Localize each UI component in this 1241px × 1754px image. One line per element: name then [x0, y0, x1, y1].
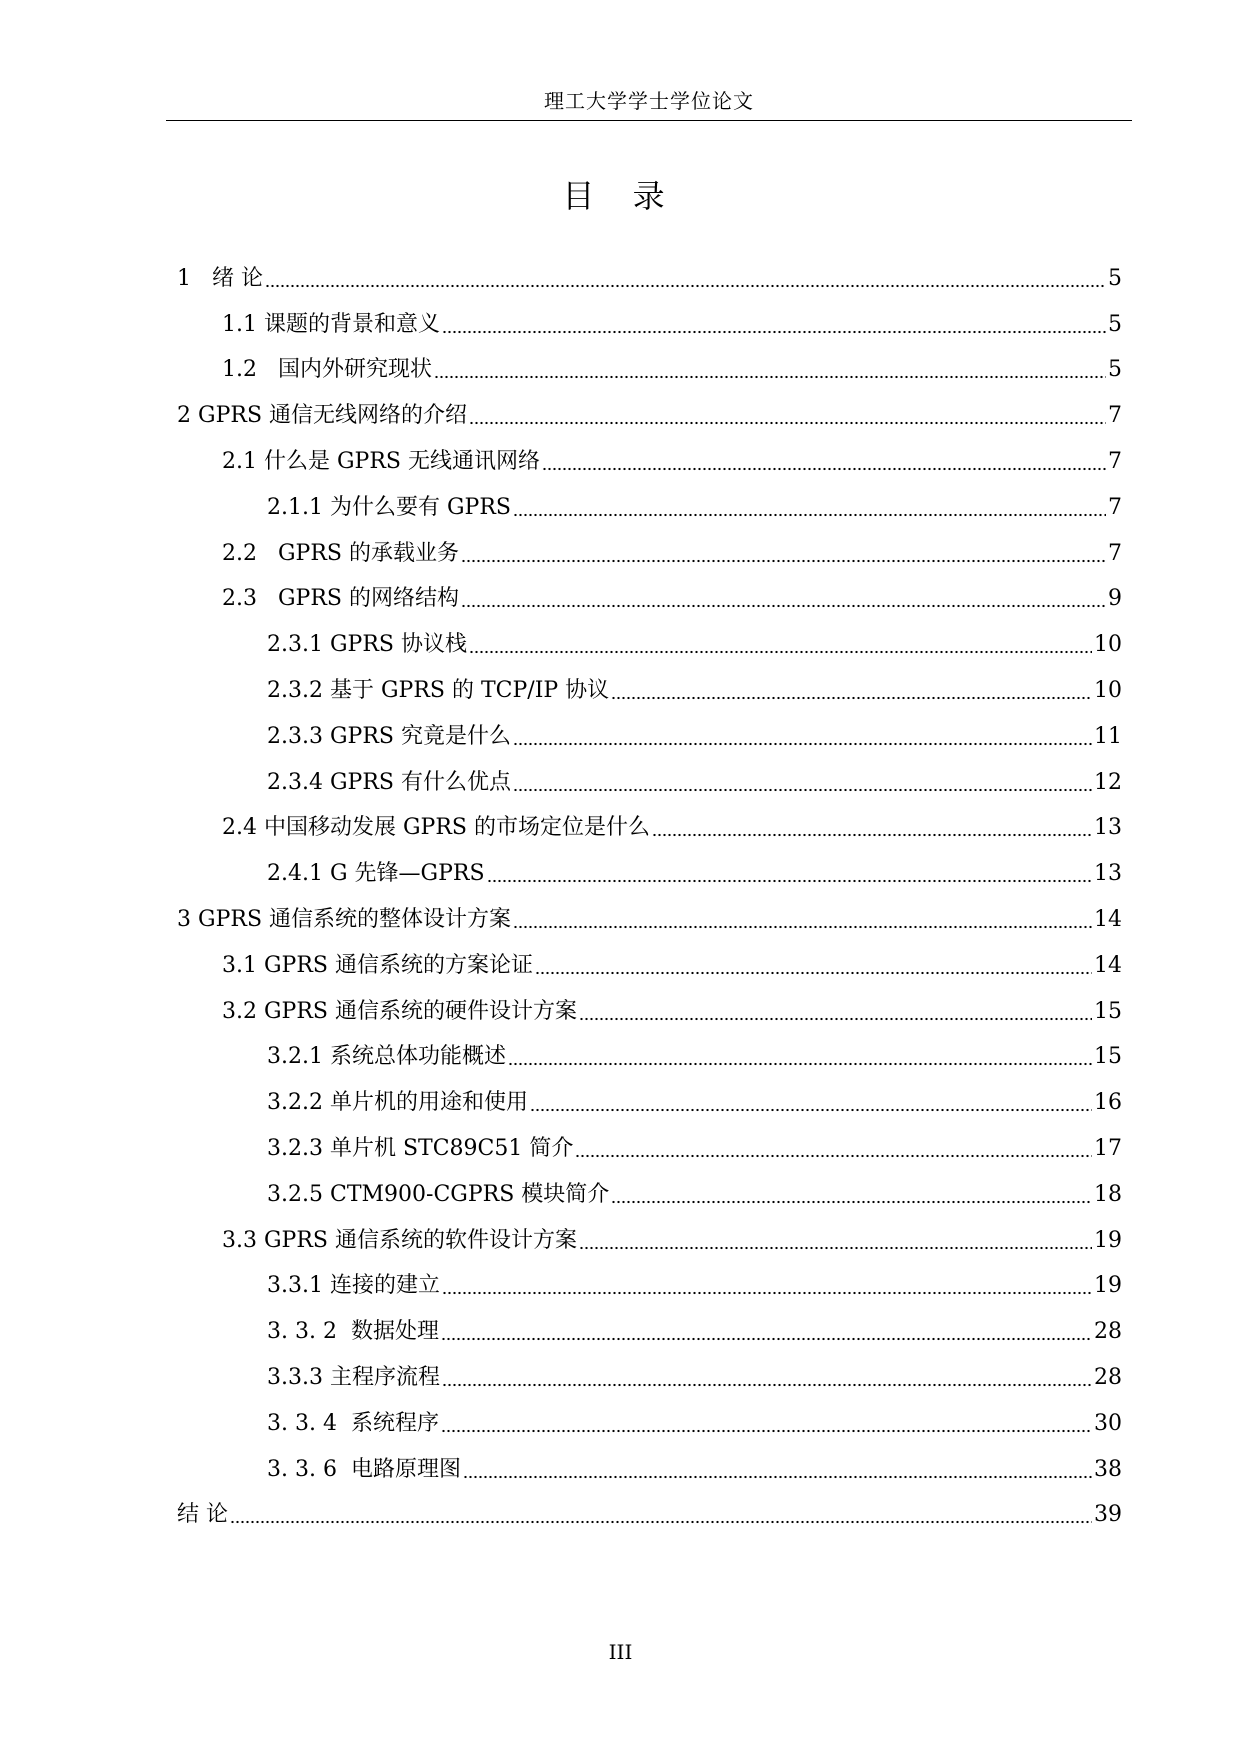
toc-entry-page: 19 — [1094, 1273, 1122, 1299]
toc-dot-leader — [441, 1426, 1092, 1436]
toc-entry[interactable] — [177, 1309, 1122, 1355]
toc-entry-number: 1 — [177, 265, 212, 291]
toc-entry-page: 10 — [1094, 632, 1122, 658]
toc-entry-title: 单片机的用途和使用 — [329, 1090, 528, 1116]
toc-entry-page: 11 — [1094, 723, 1122, 749]
page-header — [166, 86, 1132, 121]
toc-dot-leader — [530, 1105, 1092, 1115]
toc-dot-leader — [513, 739, 1092, 749]
header-text: 理工大学学士学位论文 — [544, 89, 754, 113]
toc-entry[interactable] — [177, 1447, 1122, 1493]
toc-entry-number: 3.2.2 — [267, 1090, 330, 1116]
page-number: III — [608, 1640, 633, 1664]
toc-entry[interactable] — [177, 485, 1122, 531]
toc-entry-number: 2.3.2 — [267, 678, 330, 704]
toc-entry-title: 什么是 GPRS 无线通讯网络 — [263, 449, 540, 475]
toc-entry[interactable] — [177, 348, 1122, 394]
toc-entry-page: 14 — [1094, 907, 1122, 933]
toc-entry-title: 系统总体功能概述 — [329, 1044, 506, 1070]
toc-entry-title: 国内外研究现状 — [277, 357, 432, 383]
toc-entry[interactable] — [177, 393, 1122, 439]
toc-entry-page: 5 — [1108, 311, 1122, 337]
toc-entry[interactable] — [177, 622, 1122, 668]
toc-dot-leader — [461, 556, 1106, 566]
toc-entry-page: 39 — [1094, 1502, 1122, 1528]
toc-entry[interactable] — [177, 1172, 1122, 1218]
toc-dot-leader — [461, 601, 1106, 611]
toc-entry-title: 数据处理 — [350, 1319, 439, 1345]
toc-entry-page: 28 — [1094, 1319, 1122, 1345]
toc-dot-leader — [487, 876, 1092, 886]
toc-entry-page: 38 — [1094, 1456, 1122, 1482]
toc-entry-page: 9 — [1108, 586, 1122, 612]
toc-dot-leader — [652, 830, 1092, 840]
toc-entry-page: 7 — [1108, 540, 1122, 566]
toc-entry-number: 3.3.1 — [267, 1273, 330, 1299]
toc-dot-leader — [513, 922, 1092, 932]
toc-entry-page: 18 — [1094, 1181, 1122, 1207]
toc-entry[interactable] — [177, 1264, 1122, 1310]
toc-entry-number: 2.1 — [222, 449, 264, 475]
toc-dot-leader — [611, 1197, 1092, 1207]
toc-entry-number: 3.2.3 — [267, 1136, 330, 1162]
toc-dot-leader — [611, 693, 1092, 703]
toc-entry-title: 课题的背景和意义 — [263, 311, 440, 337]
toc-entry[interactable] — [177, 1218, 1122, 1264]
toc-dot-leader — [442, 1380, 1092, 1390]
toc-dot-leader — [265, 281, 1106, 291]
toc-dot-leader — [441, 1334, 1092, 1344]
toc-entry-page: 17 — [1094, 1136, 1122, 1162]
toc-entry-page: 16 — [1094, 1090, 1122, 1116]
toc-dot-leader — [442, 1288, 1092, 1298]
toc-entry[interactable] — [177, 760, 1122, 806]
toc-entry-title: GPRS 通信系统的硬件设计方案 — [263, 998, 577, 1024]
toc-entry-title: GPRS 通信系统的软件设计方案 — [263, 1227, 577, 1253]
toc-entry-page: 19 — [1094, 1227, 1122, 1253]
toc-entry[interactable] — [177, 577, 1122, 623]
toc-entry-page: 15 — [1094, 1044, 1122, 1070]
toc-entry-number: 3.3 — [222, 1227, 264, 1253]
toc-entry[interactable] — [177, 1355, 1122, 1401]
toc-entry-title: GPRS 的网络结构 — [277, 586, 459, 612]
toc-entry[interactable] — [177, 1493, 1122, 1539]
toc-entry-page: 14 — [1094, 952, 1122, 978]
table-of-contents — [177, 256, 1122, 1538]
toc-entry-title: 基于 GPRS 的 TCP/IP 协议 — [329, 678, 610, 704]
toc-entry-title: GPRS 究竟是什么 — [329, 723, 511, 749]
toc-entry-title: 连接的建立 — [329, 1273, 440, 1299]
toc-entry-title: 绪 论 — [211, 265, 263, 291]
toc-entry-number: 3.2.1 — [267, 1044, 330, 1070]
toc-entry-page: 7 — [1108, 403, 1122, 429]
toc-dot-leader — [535, 968, 1092, 978]
toc-entry-number: 2.4 — [222, 815, 264, 841]
toc-entry-title: 系统程序 — [350, 1410, 439, 1436]
toc-entry[interactable] — [177, 256, 1122, 302]
toc-dot-leader — [579, 1014, 1092, 1024]
toc-entry-number: 1.2 — [222, 357, 278, 383]
toc-entry-page: 5 — [1108, 265, 1122, 291]
toc-dot-leader — [513, 785, 1092, 795]
toc-entry-number: 3. 3. 2 — [267, 1319, 351, 1345]
toc-dot-leader — [469, 647, 1092, 657]
toc-entry-number: 2 — [177, 403, 198, 429]
toc-dot-leader — [542, 464, 1106, 474]
toc-entry-number: 2.3.1 — [267, 632, 330, 658]
toc-entry-number: 3.1 — [222, 952, 264, 978]
toc-entry-title: CTM900-CGPRS 模块简介 — [329, 1181, 610, 1207]
toc-entry-title: 结 论 — [177, 1502, 228, 1528]
toc-entry-title: 为什么要有 GPRS — [329, 494, 511, 520]
toc-entry-number: 2.3.3 — [267, 723, 330, 749]
toc-entry[interactable] — [177, 897, 1122, 943]
toc-entry-number: 2.2 — [222, 540, 278, 566]
toc-entry-page: 28 — [1094, 1365, 1122, 1391]
toc-entry[interactable] — [177, 806, 1122, 852]
page-title: 目 录 — [562, 177, 679, 215]
toc-entry-title: 电路原理图 — [350, 1456, 461, 1482]
toc-entry-page: 7 — [1108, 494, 1122, 520]
toc-entry[interactable] — [177, 943, 1122, 989]
toc-entry-number: 3.2 — [222, 998, 264, 1024]
toc-entry-title: 单片机 STC89C51 简介 — [329, 1136, 574, 1162]
toc-entry-page: 5 — [1108, 357, 1122, 383]
toc-entry-page: 30 — [1094, 1410, 1122, 1436]
toc-entry-number: 2.3.4 — [267, 769, 330, 795]
toc-entry-title: GPRS 的承载业务 — [277, 540, 459, 566]
toc-entry-title: GPRS 通信系统的整体设计方案 — [198, 907, 512, 933]
toc-entry-page: 13 — [1094, 815, 1122, 841]
toc-entry-number: 2.4.1 — [267, 861, 330, 887]
toc-entry[interactable] — [177, 668, 1122, 714]
toc-entry-number: 3.2.5 — [267, 1181, 330, 1207]
toc-entry-number: 2.1.1 — [267, 494, 330, 520]
toc-entry[interactable] — [177, 851, 1122, 897]
toc-entry[interactable] — [177, 1401, 1122, 1447]
toc-dot-leader — [230, 1517, 1092, 1527]
toc-entry-page: 12 — [1094, 769, 1122, 795]
toc-dot-leader — [513, 510, 1106, 520]
toc-entry-number: 2.3 — [222, 586, 278, 612]
toc-entry[interactable] — [177, 1080, 1122, 1126]
toc-entry[interactable] — [177, 439, 1122, 485]
toc-entry[interactable] — [177, 989, 1122, 1035]
toc-dot-leader — [442, 327, 1106, 337]
page-footer — [0, 1640, 1241, 1664]
toc-entry-title: GPRS 有什么优点 — [329, 769, 511, 795]
toc-entry-title: GPRS 协议栈 — [329, 632, 467, 658]
toc-entry-page: 7 — [1108, 449, 1122, 475]
toc-entry-title: GPRS 通信系统的方案论证 — [263, 952, 533, 978]
toc-entry[interactable] — [177, 531, 1122, 577]
toc-entry-title: G 先锋—GPRS — [329, 861, 485, 887]
toc-entry-number: 3. 3. 6 — [267, 1456, 351, 1482]
toc-entry-title: GPRS 通信无线网络的介绍 — [198, 403, 468, 429]
toc-dot-leader — [469, 418, 1106, 428]
toc-dot-leader — [508, 1059, 1092, 1069]
toc-entry-page: 10 — [1094, 678, 1122, 704]
toc-dot-leader — [463, 1472, 1092, 1482]
toc-dot-leader — [579, 1243, 1092, 1253]
toc-entry-number: 3.3.3 — [267, 1365, 330, 1391]
toc-dot-leader — [575, 1151, 1092, 1161]
toc-entry-number: 3. 3. 4 — [267, 1410, 351, 1436]
toc-entry-title: 中国移动发展 GPRS 的市场定位是什么 — [263, 815, 650, 841]
toc-entry[interactable] — [177, 1035, 1122, 1081]
toc-entry[interactable] — [177, 302, 1122, 348]
toc-entry[interactable] — [177, 714, 1122, 760]
toc-entry-number: 3 — [177, 907, 198, 933]
toc-entry[interactable] — [177, 1126, 1122, 1172]
toc-entry-page: 13 — [1094, 861, 1122, 887]
toc-entry-number: 1.1 — [222, 311, 264, 337]
toc-entry-page: 15 — [1094, 998, 1122, 1024]
toc-dot-leader — [434, 372, 1106, 382]
toc-entry-title: 主程序流程 — [329, 1365, 440, 1391]
